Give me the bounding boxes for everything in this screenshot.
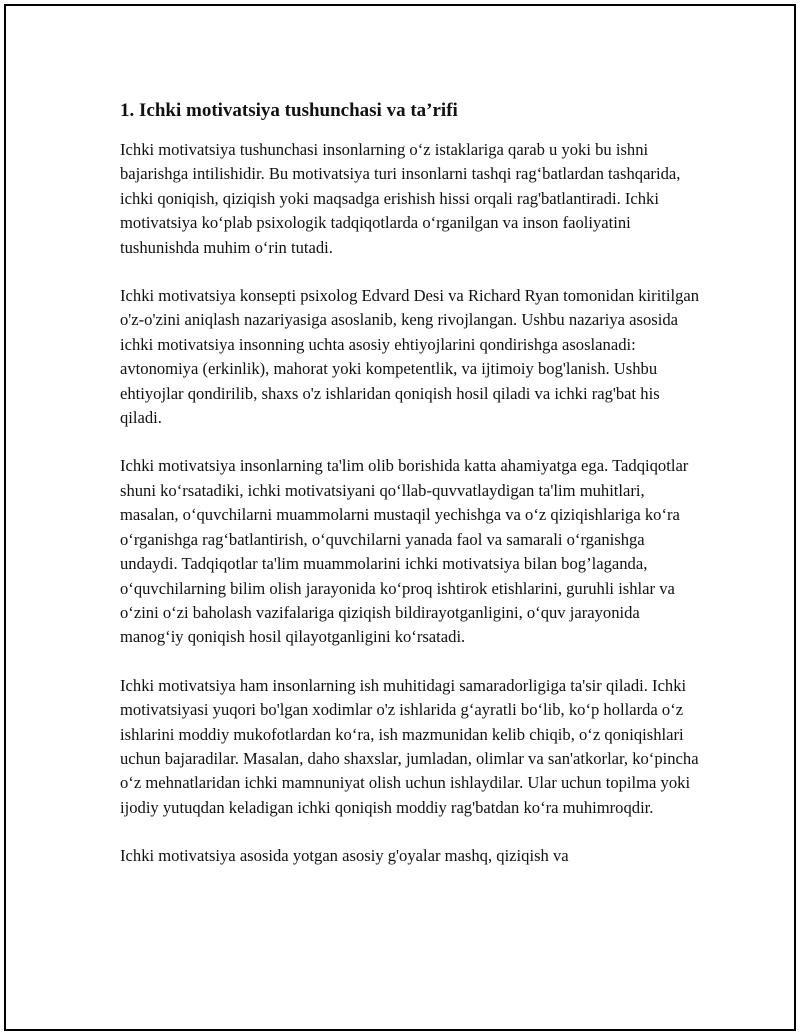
- paragraph-2: Ichki motivatsiya konsepti psixolog Edvard Desi va Richard Ryan tomonidan kiritilgan o'z-o'zini aniqlash nazariyasiga asoslanib, keng rivojlangan. Ushbu nazariya asosida ichki motivatsiya insonning uchta asosiy ehtiyojlarini qondirishga asoslanadi: avtonomiya (erkinlik), mahorat yoki kompetentlik, va ijtimoiy bog'lanish. Ushbu ehtiyojlar qondirilib, shaxs o'z ishlaridan qoniqish hosil qiladi va ichki rag'bat his qiladi.: [120, 286, 700, 428]
- paragraph-3: Ichki motivatsiya insonlarning ta'lim olib borishida katta ahamiyatga ega. Tadqiqotlar shuni ko‘rsatadiki, ichki motivatsiyani qo‘llab-quvvatlaydigan ta'lim muhitlari, masalan, o‘quvchilarni muammolarni mustaqil yechishga va o‘z qiziqishlariga ko‘ra o‘rganishga rag‘batlantirish, o‘quvchilarni yanada faol va samarali o‘rganishga undaydi. Tadqiqotlar ta'lim muammolarini ichki motivatsiya bilan bog’laganda, o‘quvchilarning bilim olish jarayonida ko‘proq ishtirok etishlarini, guruhli ishlar va o‘zini o‘zi baholash vazifalariga qiziqish bildirayotganligini, o‘quv jarayonida manog‘iy qoniqish hosil qilayotganligini ko‘rsatadi.: [120, 456, 689, 647]
- paragraph-1: Ichki motivatsiya tushunchasi insonlarning o‘z istaklariga qarab u yoki bu ishni bajarishga intilishidir. Bu motivatsiya turi insonlarni tashqi rag‘batlardan tashqarida, ichki qoniqish, qiziqish yoki maqsadga erishish hissi orqali rag'batlantiradi. Ichki motivatsiya ko‘plab psixologik tadqiqotlarda o‘rganilgan va inson faoliyatini tushunishda muhim o‘rin tutadi.: [120, 140, 681, 257]
- section-heading: 1. Ichki motivatsiya tushunchasi va ta’rifi: [120, 100, 458, 121]
- paragraph-4: Ichki motivatsiya ham insonlarning ish muhitidagi samaradorligiga ta'sir qiladi. Ichki motivatsiyasi yuqori bo'lgan xodimlar o'z ishlarida g‘ayratli bo‘lib, ko‘p hollarda o‘z ishlarini moddiy mukofotlardan ko‘ra, ish mazmunidan kelib chiqib, o‘z qoniqishlari uchun bajaradilar. Masalan, daho shaxslar, jumladan, olimlar va san'atkorlar, ko‘pincha o‘z mehnatlaridan ichki mamnuniyat olish uchun ishlaydilar. Ular uchun topilma yoki ijodiy yutuqdan keladigan ichki qoniqish moddiy rag'batdan ko‘ra muhimroqdir.: [120, 675, 699, 817]
- document-body: [120, 98, 700, 893]
- paragraph-5: Ichki motivatsiya asosida yotgan asosiy g'oyalar mashq, qiziqish va: [120, 846, 569, 866]
- page-frame: [4, 4, 796, 1031]
